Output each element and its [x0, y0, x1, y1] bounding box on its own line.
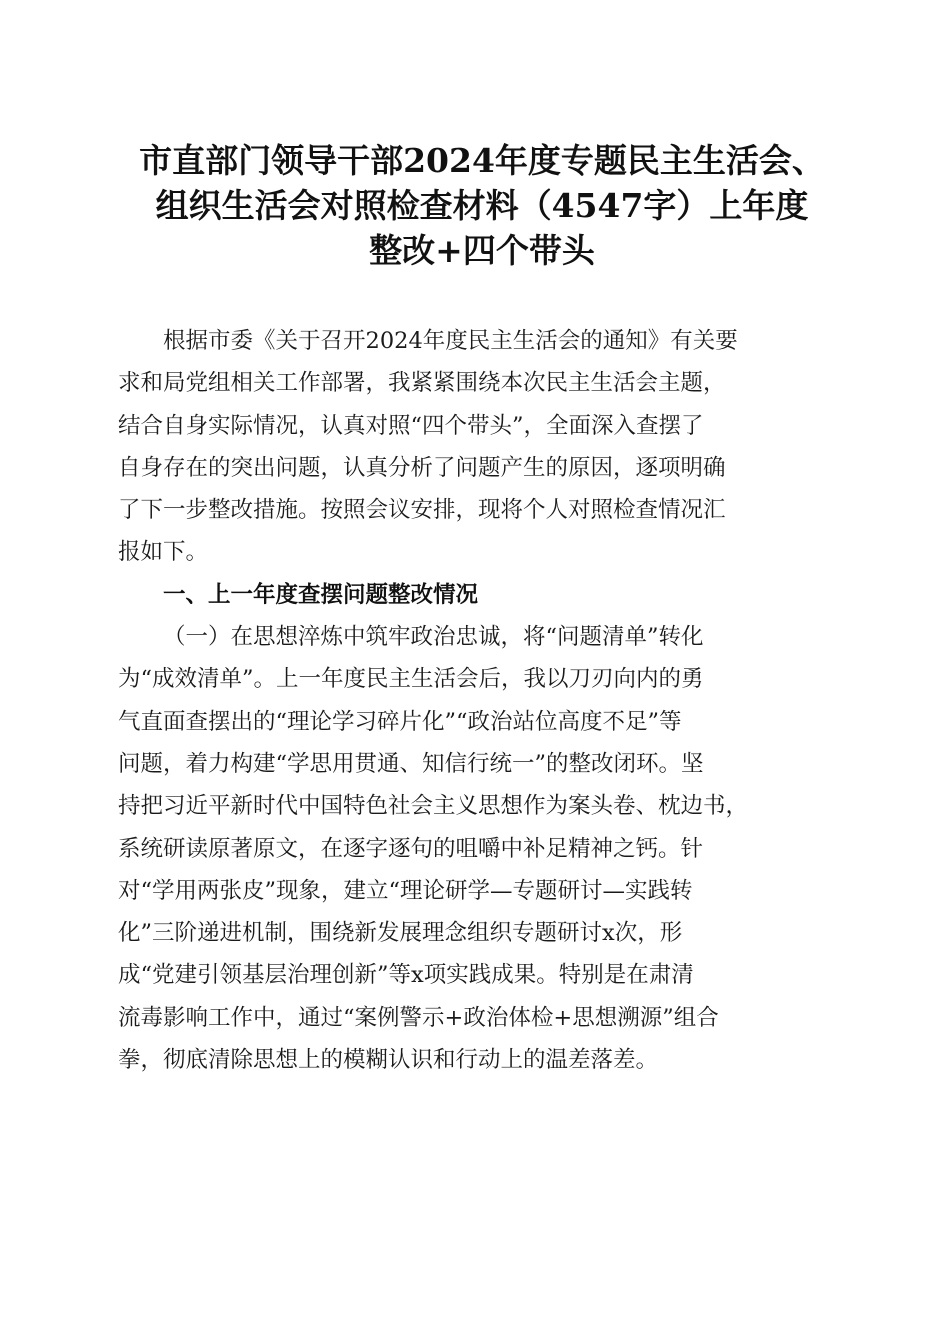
subsection-paragraph [118, 616, 842, 1081]
subsection-line: 流毒影响工作中，通过“案例警示+政治体检+思想溯源”组合 [118, 1004, 719, 1031]
intro-line: 根据市委《关于召开2024年度民主生活会的通知》有关要 [163, 328, 738, 354]
intro-line: 了下一步整改措施。按照会议安排，现将个人对照检查情况汇 [118, 497, 726, 524]
subsection-line: 为“成效清单”。上一年度民主生活会后，我以刀刃向内的勇 [118, 666, 704, 693]
intro-line: 自身存在的突出问题，认真分析了问题产生的原因，逐项明确 [118, 454, 726, 481]
subsection-line: 气直面查摆出的“理论学习碎片化”“政治站位高度不足”等 [118, 708, 682, 735]
intro-line: 结合自身实际情况，认真对照“四个带头”，全面深入查摆了 [118, 412, 704, 439]
subsection-line: 系统研读原著原文，在逐字逐句的咀嚼中补足精神之钙。针 [118, 835, 704, 862]
title-line-1: 市直部门领导干部2024年度专题民主生活会、 [139, 141, 825, 180]
subsection-line: 对“学用两张皮”现象，建立“理论研学—专题研讨—实践转 [118, 877, 693, 904]
intro-paragraph [118, 320, 842, 574]
subsection-line: 成“党建引领基层治理创新”等x项实践成果。特别是在肃清 [118, 962, 694, 989]
intro-line: 求和局党组相关工作部署，我紧紧围绕本次民主生活会主题， [118, 370, 726, 397]
subsection-line: （一）在思想淬炼中筑牢政治忠诚，将“问题清单”转化 [163, 624, 704, 651]
subsection-line: 化”三阶递进机制，围绕新发展理念组织专题研讨x次，形 [118, 920, 683, 947]
intro-line: 报如下。 [118, 539, 209, 566]
subsection-line: 拳，彻底清除思想上的模糊认识和行动上的温差落差。 [118, 1047, 659, 1074]
subsection-line: 持把习近平新时代中国特色社会主义思想作为案头卷、枕边书， [118, 793, 749, 820]
subsection-line: 问题，着力构建“学思用贯通、知信行统一”的整改闭环。坚 [118, 750, 704, 777]
title-line-3: 整改+四个带头 [369, 231, 595, 270]
document-title [118, 138, 846, 273]
section-heading: 一、上一年度查摆问题整改情况 [163, 581, 479, 608]
title-line-2: 组织生活会对照检查材料（4547字）上年度 [155, 186, 809, 225]
document-body [118, 320, 842, 1081]
